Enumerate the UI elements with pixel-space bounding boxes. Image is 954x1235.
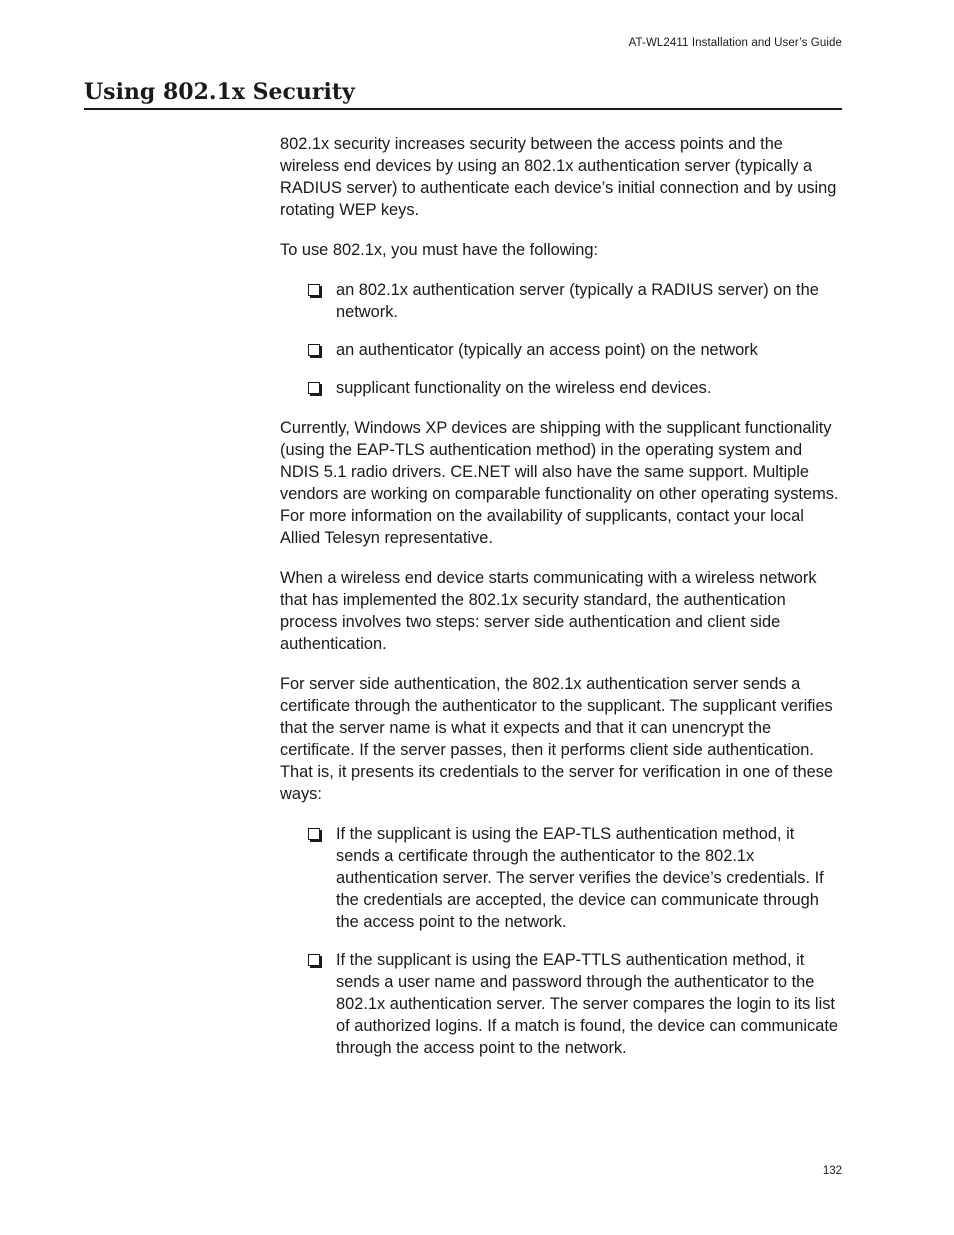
list-item: [280, 279, 840, 323]
list-item-text: an authenticator (typically an access point) on the network: [336, 341, 758, 359]
section-title: Using 802.1x Security: [84, 78, 842, 110]
intro-paragraph: 802.1x security increases security between the access points and the wireless end devices by using an 802.1x authentication server (typically a RADIUS server) to authenticate each device’s initial connection and by using rotating WEP keys.: [280, 135, 837, 219]
checkbox-bullet-icon: [308, 954, 320, 966]
page-number: 132: [822, 1165, 842, 1177]
list-item-text: an 802.1x authentication server (typically a RADIUS server) on the network.: [336, 281, 819, 321]
checkbox-bullet-icon: [308, 284, 320, 296]
list-item: [280, 339, 840, 361]
two-steps-paragraph: When a wireless end device starts communicating with a wireless network that has implemented the 802.1x security standard, the authentication process involves two steps: server side authentication and client side authentication.: [280, 569, 817, 653]
requirements-lead-paragraph: To use 802.1x, you must have the following:: [280, 241, 598, 259]
checkbox-bullet-icon: [308, 382, 320, 394]
running-header: AT-WL2411 Installation and User’s Guide: [628, 37, 842, 49]
requirements-list: [280, 279, 840, 399]
server-side-paragraph: For server side authentication, the 802.1x authentication server sends a certificate through the authenticator to the supplicant. The supplicant verifies that the server name is what it expects and that it can unencrypt the certificate. If the server passes, then it performs client side authentication. That is, it presents its credentials to the server for verification in one of these ways:: [280, 675, 833, 803]
checkbox-bullet-icon: [308, 828, 320, 840]
body-content: [280, 133, 840, 1077]
verification-methods-list: [280, 823, 840, 1059]
list-item: [280, 949, 840, 1059]
list-item: [280, 823, 840, 933]
list-item-text: If the supplicant is using the EAP-TLS authentication method, it sends a certificate through the authenticator to the 802.1x authentication server. The server verifies the device’s credentials. If the credentials are accepted, the device can communicate through the access point to the network.: [336, 825, 824, 931]
list-item-text: supplicant functionality on the wireless end devices.: [336, 379, 712, 397]
checkbox-bullet-icon: [308, 344, 320, 356]
list-item: [280, 377, 840, 399]
windows-xp-paragraph: Currently, Windows XP devices are shipping with the supplicant functionality (using the EAP-TLS authentication method) in the operating system and NDIS 5.1 radio drivers. CE.NET will also have the same support. Multiple vendors are working on comparable functionality on other operating systems. For more information on the availability of supplicants, contact your local Allied Telesyn representative.: [280, 419, 839, 547]
list-item-text: If the supplicant is using the EAP-TTLS authentication method, it sends a user name and password through the authenticator to the 802.1x authentication server. The server compares the login to its list of authorized logins. If a match is found, the device can communicate through the access point to the network.: [336, 951, 839, 1057]
